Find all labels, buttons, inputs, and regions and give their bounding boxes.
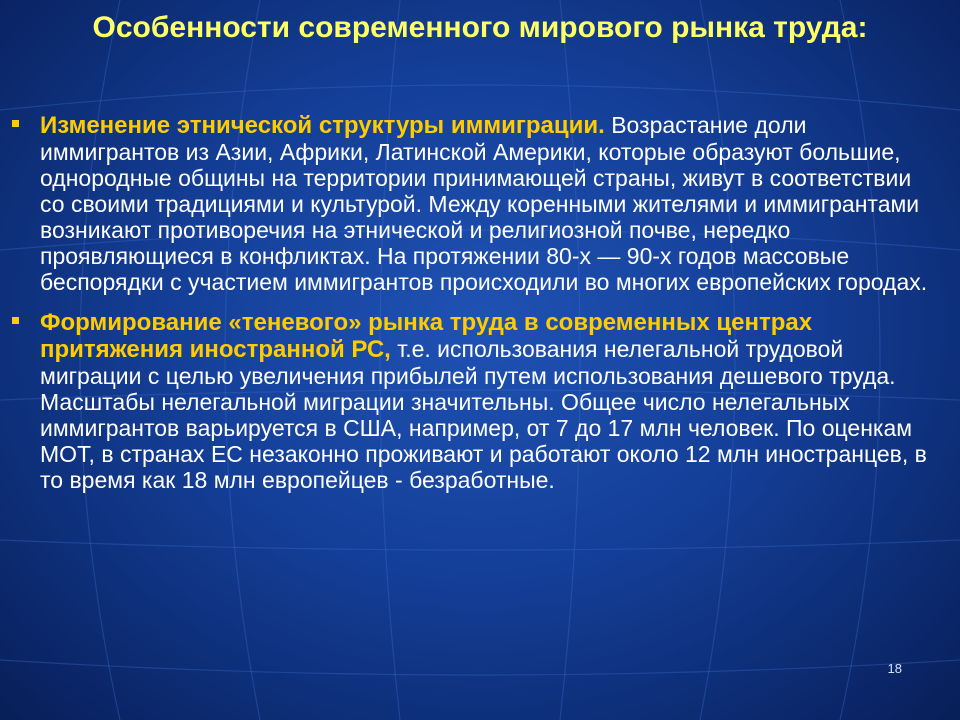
- page-number: 18: [887, 661, 902, 676]
- bullet-text: Возрастание доли иммигрантов из Азии, Африки, Латинской Америки, которые образуют большие, однородные общины на территории принимающей страны, живут в соответствии со своими традициями и культурой. Между коренными жителями и иммигрантами возникают противоречия на этнической и религиозной почве, нередко проявляющиеся в конфликтах. На протяжении 80-х — 90-х годов массовые беспорядки с участием иммигрантов происходили во многих европейских городах.: [40, 112, 928, 295]
- square-bullet-icon: [12, 317, 19, 324]
- bullet-heading: Формирование «теневого» рынка труда в современных центрах притяжения иностранной РС,: [40, 309, 813, 363]
- bullet-item: [0, 112, 960, 295]
- bullet-list: [0, 112, 960, 493]
- bullet-text: т.е. использования нелегальной трудовой миграции с целью увеличения прибылей путем использования дешевого труда. Масштабы нелегальной миграции значительны. Общее число нелегальных иммигрантов варьируется в США, например, от 7 до 17 млн человек. По оценкам МОТ, в странах ЕС незаконно проживают и работают около 12 млн иностранцев, в то время как 18 млн европейцев - безработные.: [40, 336, 927, 493]
- bullet-item: [0, 309, 960, 493]
- square-bullet-icon: [12, 120, 19, 127]
- bullet-heading: Изменение этнической структуры иммиграции.: [40, 112, 605, 139]
- slide-title: Особенности современного мирового рынка труда:: [92, 11, 868, 44]
